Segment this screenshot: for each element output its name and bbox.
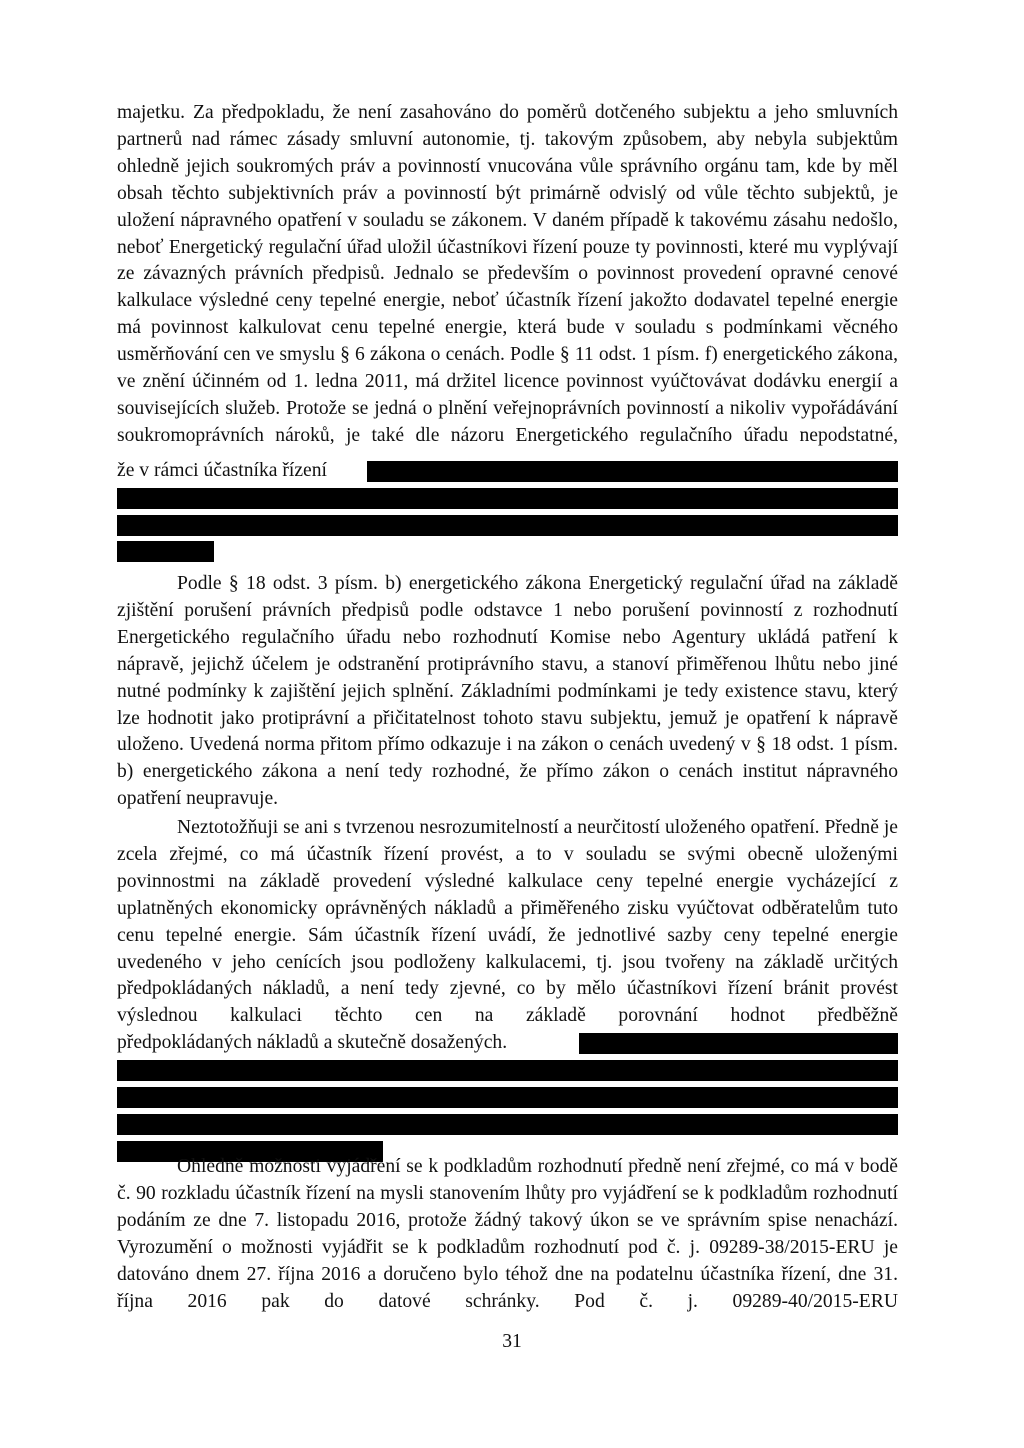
paragraph-1: majetku. Za předpokladu, že není zasahováno do poměrů dotčeného subjektu a jeho smluvních partnerů nad rámec zásady smluvní autonomie, tj. takovým způsobem, aby nebyla subjektům ohledně jejich soukromých práv a povinností vnucována vůle správního orgánu tam, kde by měl obsah těchto subjektivních práv a povinností být primárně odvislý od vůle těchto subjektů, je uložení nápravného opatření v souladu se zákonem. V daném případě k takovému zásahu nedošlo, neboť Energetický regulační úřad uložil účastníkovi řízení pouze ty povinnosti, které mu vyplývají ze závazných právních předpisů. Jednalo se především o povinnost provedení opravné cenové kalkulace výsledné ceny tepelné energie, neboť účastník řízení jakožto dodavatel tepelné energie má povinnost kalkulovat cenu tepelné energie, která bude v souladu s podmínkami věcného usměrňování cen ve smyslu § 6 zákona o cenách. Podle § 11 odst. 1 písm. f) energetického zákona, ve znění účinném od 1. ledna 2011, má držitel licence povinnost vyúčtovávat dodávku energií a souvisejících služeb. Protože se jedná o plnění veřejnoprávních povinností a nikoliv vypořádávání soukromoprávních nároků, je také dle názoru Energetického regulačního úřadu nepodstatné, <box>117 102 898 446</box>
redaction-block <box>117 488 898 509</box>
page-number: 31 <box>502 1331 522 1352</box>
paragraph-4: Ohledně možnosti vyjádření se k podkladům rozhodnutí předně není zřejmé, co má v bodě č. 90 rozkladu účastník řízení na mysli stanovením lhůty pro vyjádření se k podkladům rozhodnutí podáním ze dne 7. listopadu 2016, protože žádný takový úkon se ve správním spise nenachází. Vyrozumění o možnosti vyjádřit se k podkladům rozhodnutí pod č. j. 09289-38/2015-ERU je datováno dnem 27. října 2016 a doručeno bylo téhož dne na podatelnu účastníka řízení, dne 31. října 2016 pak do datové schránky. Pod č. j. 09289-40/2015-ERU <box>117 1156 898 1312</box>
paragraph-3: Neztotožňuji se ani s tvrzenou nesrozumitelností a neurčitostí uloženého opatření. Předně je zcela zřejmé, co má účastník řízení provést, a to v souladu se svými obecně uloženými povinnostmi na základě provedení výsledné kalkulace ceny tepelné energie vycházející z uplatněných ekonomicky oprávněných nákladů a přiměřeného zisku vyúčtovat odběratelům tuto cenu tepelné energie. Sám účastník řízení uvádí, že jednotlivé sazby ceny tepelné energie uvedeného v jeho cenících jsou podloženy kalkulacemi, tj. jsou tvořeny na základě určitých předpokládaných nákladů, a není tedy zjevné, co by mělo účastníkovi řízení bránit provést výslednou kalkulaci těchto cen na základě porovnání hodnot předběžně <box>117 817 898 1027</box>
redaction-block <box>117 541 214 562</box>
paragraph-3-tail: předpokládaných nákladů a skutečně dosažených. <box>117 1032 508 1053</box>
redaction-block <box>117 1114 898 1135</box>
paragraph-2: Podle § 18 odst. 3 písm. b) energetického zákona Energetický regulační úřad na základě zjištění porušení právních předpisů podle odstavce 1 nebo porušení povinností z rozhodnutí Energetického regulačního úřadu nebo rozhodnutí Komise nebo Agentury ukládá patření k nápravě, jejichž účelem je odstranění protiprávního stavu, a stanoví přiměřenou lhůtu nebo jiné nutné podmínky k zajištění jejich splnění. Základními podmínkami je tedy existence stavu, který lze hodnotit jako protiprávní a přičitatelnost tohoto stavu subjektu, jemuž je opatření k nápravě uloženo. Uvedená norma přitom přímo odkazuje i na zákon o cenách uvedený v § 18 odst. 1 písm. b) energetického zákona a není tedy rozhodné, že přímo zákon o cenách institut nápravného opatření neupravuje. <box>117 573 898 810</box>
paragraph-1-tail: že v rámci účastníka řízení <box>117 460 327 481</box>
redaction-block <box>117 515 898 536</box>
redaction-block <box>117 1060 898 1081</box>
redaction-block <box>117 1087 898 1108</box>
redaction-block <box>367 461 898 482</box>
redaction-block <box>579 1033 898 1054</box>
